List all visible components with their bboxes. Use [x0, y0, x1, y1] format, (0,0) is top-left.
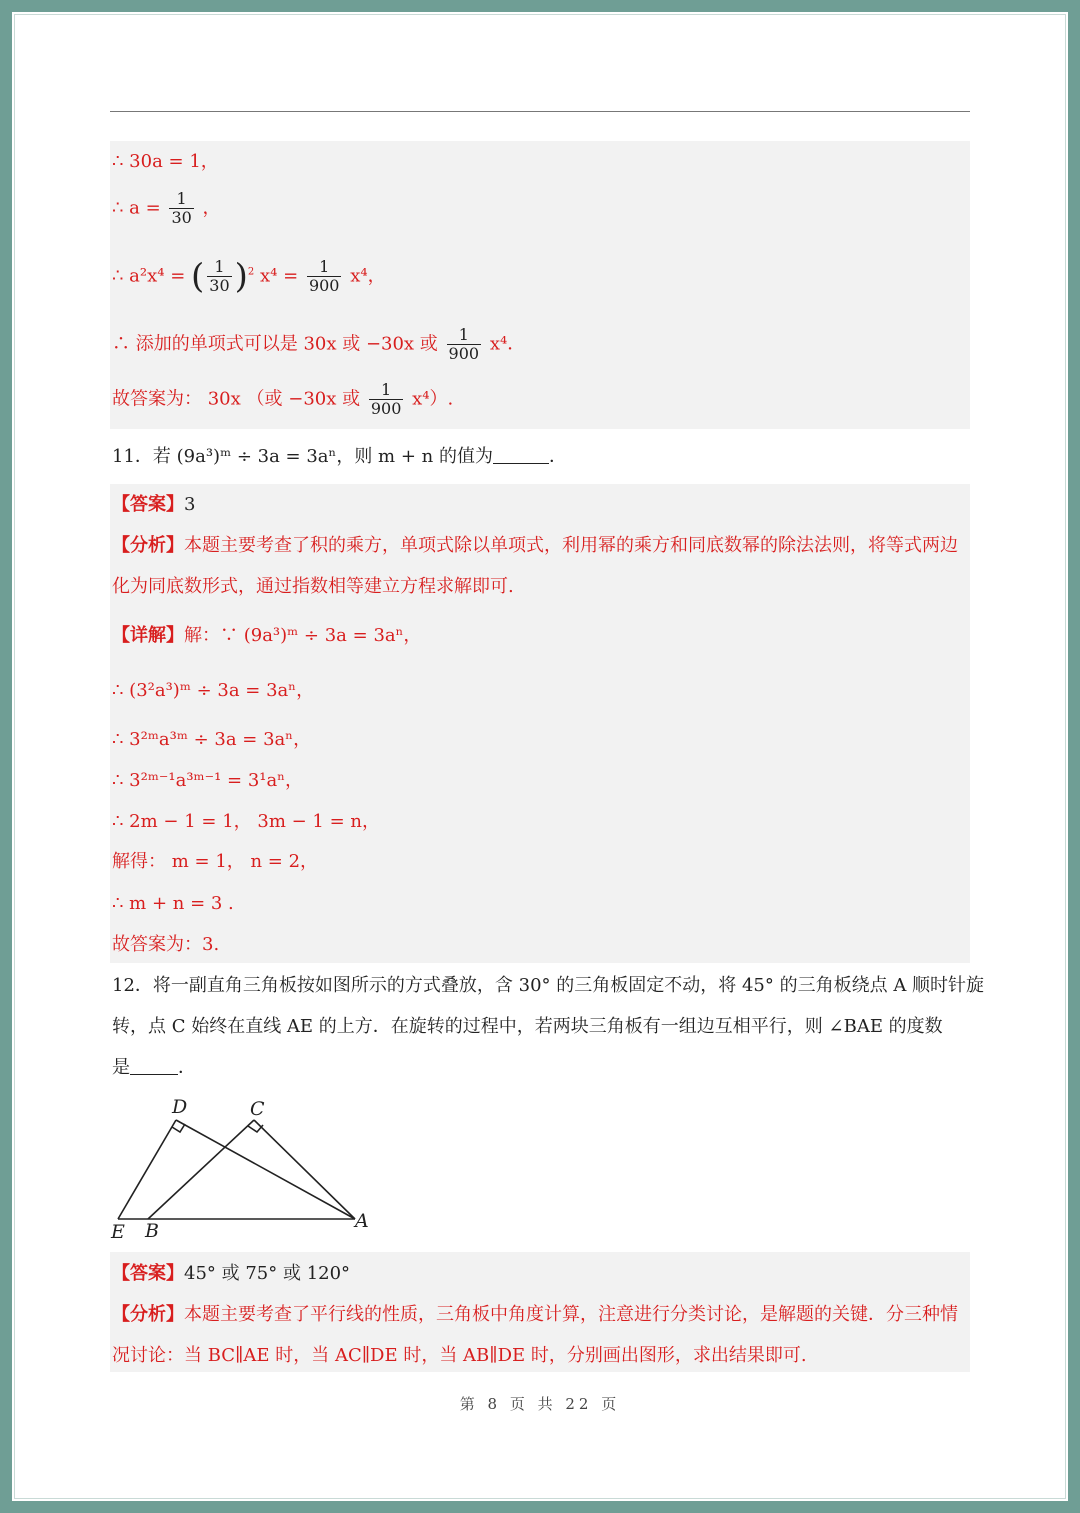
prev-line-4: ∴ 添加的单项式可以是 30x 或 −30x 或 $\frac{1}{900}$ x⁴．	[112, 325, 526, 363]
q11-question: 11．若 (9a³)ᵐ ÷ 3a = 3aⁿ，则 m + n 的值为 ．	[112, 446, 567, 467]
label-C: C	[250, 1098, 265, 1120]
prev-line-1: ∴ 30a = 1，	[112, 151, 219, 172]
q11-detail-3: ∴ 3²ᵐa³ᵐ ÷ 3a = 3aⁿ，	[112, 729, 312, 750]
q11-detail-7: ∴ m + n = 3 .	[112, 893, 234, 914]
q11-detail-4: ∴ 3²ᵐ⁻¹a³ᵐ⁻¹ = 3¹aⁿ，	[112, 770, 304, 791]
line-CA	[254, 1120, 355, 1219]
line-ED	[118, 1120, 176, 1219]
q11-analysis-1: 【分析】本题主要考查了积的乘方，单项式除以单项式，利用幂的乘方和同底数幂的除法法则，将等式两边	[112, 535, 958, 556]
q12-answer: 【答案】45° 或 75° 或 120°	[112, 1263, 351, 1284]
q11-detail-2: ∴ (3²a³)ᵐ ÷ 3a = 3aⁿ，	[112, 680, 315, 701]
right-angle-D	[172, 1124, 185, 1132]
q12-analysis-1: 【分析】本题主要考查了平行线的性质，三角板中角度计算，注意进行分类讨论，是解题的关键．分三种情	[112, 1304, 958, 1325]
q11-detail-1: 【详解】解：∵ (9a³)ᵐ ÷ 3a = 3aⁿ，	[112, 625, 422, 646]
prev-line-2: ∴ a = $\frac{1}{30}$ ，	[112, 189, 221, 227]
label-A: A	[355, 1210, 369, 1232]
header-rule	[110, 111, 970, 112]
label-E: E	[111, 1221, 125, 1243]
q12-line-3: 是 ．	[112, 1057, 196, 1078]
q12-line-1: 12．将一副直角三角板按如图所示的方式叠放，含 30° 的三角板固定不动，将 45° 的三角板绕点 A 顺时针旋	[112, 975, 985, 996]
prev-line-3: ∴ a²x⁴ = ( $\frac{1}{30}$ )$^2$ x⁴ = $\frac{1}{900}$ x⁴，	[112, 256, 386, 297]
prev-line-5: 故答案为： 30x （或 −30x 或 $\frac{1}{900}$ x⁴）.	[112, 380, 454, 418]
q11-detail-5: ∴ 2m − 1 = 1， 3m − 1 = n，	[112, 811, 380, 832]
label-B: B	[145, 1220, 159, 1242]
line-BC	[148, 1120, 254, 1219]
line-DA	[176, 1120, 355, 1219]
q11-answer: 【答案】3	[112, 494, 196, 515]
q11-analysis-2: 化为同底数形式，通过指数相等建立方程求解即可.	[112, 576, 514, 597]
triangle-figure	[105, 1095, 385, 1245]
page-footer: 第 8 页 共 22 页	[459, 1395, 621, 1413]
label-D: D	[172, 1096, 188, 1118]
q11-detail-8: 故答案为：3.	[112, 934, 220, 955]
q12-line-2: 转，点 C 始终在直线 AE 的上方．在旋转的过程中，若两块三角板有一组边互相平行，则 ∠BAE 的度数	[112, 1016, 943, 1037]
q12-analysis-2: 况讨论：当 BC∥AE 时，当 AC∥DE 时，当 AB∥DE 时，分别画出图形，求出结果即可.	[112, 1345, 807, 1366]
q11-detail-6: 解得： m = 1， n = 2，	[112, 851, 319, 872]
